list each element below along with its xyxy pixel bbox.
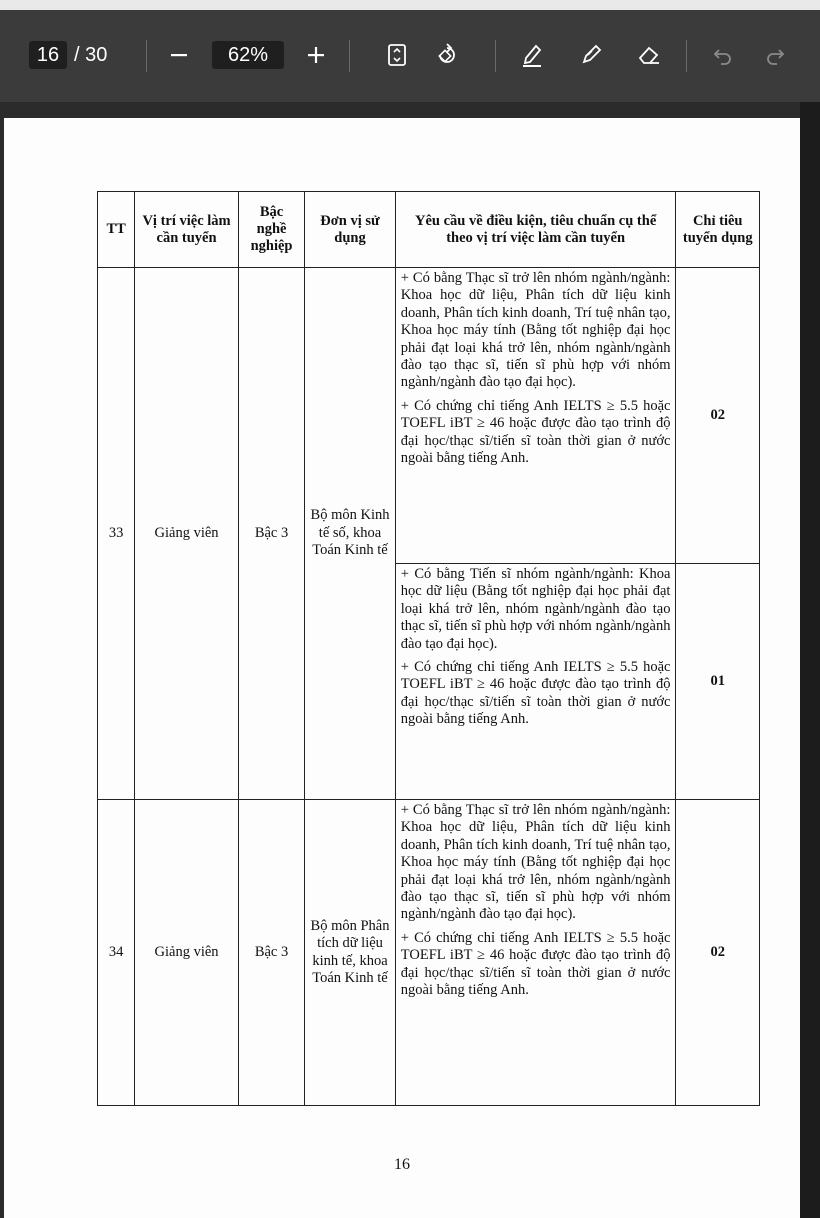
minus-icon bbox=[169, 45, 189, 65]
recruitment-table bbox=[97, 191, 760, 1106]
header-level: Bậc nghề nghiệp bbox=[238, 192, 304, 268]
cell-unit: Bộ môn Phân tích dữ liệu kinh tế, khoa Toán Kinh tế bbox=[305, 800, 396, 1106]
table-row bbox=[98, 800, 760, 1106]
undo-button[interactable] bbox=[706, 38, 740, 72]
highlight-icon bbox=[520, 42, 544, 68]
document-viewport[interactable] bbox=[0, 102, 820, 1218]
redo-button[interactable] bbox=[758, 38, 792, 72]
draw-button[interactable] bbox=[574, 38, 608, 72]
requirement-degree: + Có bằng Thạc sĩ trở lên nhóm ngành/ngành: Khoa học dữ liệu, Phân tích dữ liệu kinh doanh, Phân tích kinh doanh, Trí tuệ nhân tạo, Khoa học máy tính (Bằng tốt nghiệp đại học phải đạt loại khá trở lên, nhóm ngành/ngành đào tạo thạc sĩ, tiến sĩ phù hợp với nhóm ngành/ngành đào tạo đại học). bbox=[400, 270, 671, 391]
pdf-page bbox=[4, 118, 800, 1218]
header-quota: Chỉ tiêu tuyển dụng bbox=[676, 192, 760, 268]
toolbar-divider bbox=[686, 40, 687, 72]
cell-quota: 02 bbox=[676, 268, 760, 564]
scrollbar-track[interactable] bbox=[800, 102, 820, 1218]
toolbar-divider bbox=[146, 40, 147, 72]
rotate-button[interactable] bbox=[430, 38, 464, 72]
header-position: Vị trí việc làm cần tuyển bbox=[135, 192, 239, 268]
cell-quota: 01 bbox=[676, 564, 760, 800]
cell-level: Bậc 3 bbox=[238, 800, 304, 1106]
window-top-strip bbox=[0, 0, 820, 10]
redo-icon bbox=[764, 44, 786, 66]
toolbar-divider bbox=[495, 40, 496, 72]
cell-tt: 33 bbox=[98, 268, 135, 800]
cell-requirements bbox=[395, 800, 676, 1106]
requirement-degree: + Có bằng Thạc sĩ trở lên nhóm ngành/ngành: Khoa học dữ liệu, Phân tích dữ liệu kinh doanh, Phân tích kinh doanh, Trí tuệ nhân tạo, Khoa học máy tính (Bằng tốt nghiệp đại học phải đạt loại khá trở lên, nhóm ngành/ngành đào tạo thạc sĩ, tiến sĩ phù hợp với nhóm ngành/ngành đào tạo đại học). bbox=[400, 802, 671, 923]
page-number-input[interactable]: 16 bbox=[29, 41, 67, 69]
cell-level: Bậc 3 bbox=[238, 268, 304, 800]
zoom-level-input[interactable]: 62% bbox=[212, 41, 284, 69]
cell-quota: 02 bbox=[676, 800, 760, 1106]
erase-button[interactable] bbox=[632, 38, 666, 72]
table-row bbox=[98, 268, 760, 564]
zoom-out-button[interactable] bbox=[162, 38, 196, 72]
requirement-english: + Có chứng chỉ tiếng Anh IELTS ≥ 5.5 hoặc TOEFL iBT ≥ 46 hoặc được đào tạo trình độ đại học/thạc sĩ/tiến sĩ toàn thời gian ở nước ngoài bằng tiếng Anh. bbox=[400, 397, 671, 466]
plus-icon bbox=[306, 45, 326, 65]
draw-icon bbox=[579, 43, 603, 67]
undo-icon bbox=[712, 44, 734, 66]
header-tt: TT bbox=[98, 192, 135, 268]
cell-position: Giảng viên bbox=[135, 800, 239, 1106]
header-requirements: Yêu cầu về điều kiện, tiêu chuẩn cụ thể theo vị trí việc làm cần tuyển bbox=[395, 192, 676, 268]
rotate-icon bbox=[434, 42, 460, 68]
fit-page-icon bbox=[386, 43, 408, 67]
zoom-in-button[interactable] bbox=[299, 38, 333, 72]
cell-requirements bbox=[395, 268, 676, 564]
cell-position: Giảng viên bbox=[135, 268, 239, 800]
cell-unit: Bộ môn Kinh tế số, khoa Toán Kinh tế bbox=[305, 268, 396, 800]
cell-tt: 34 bbox=[98, 800, 135, 1106]
header-unit: Đơn vị sử dụng bbox=[305, 192, 396, 268]
fit-page-button[interactable] bbox=[380, 38, 414, 72]
page-total-label: / 30 bbox=[74, 44, 108, 66]
highlight-button[interactable] bbox=[515, 38, 549, 72]
page-footer-number: 16 bbox=[394, 1156, 410, 1173]
requirement-degree: + Có bằng Tiến sĩ nhóm ngành/ngành: Khoa học dữ liệu (Bằng tốt nghiệp đại học phải đạt loại khá trở lên, nhóm ngành/ngành đào tạo thạc sĩ, tiến sĩ phù hợp với nhóm ngành/ngành đào tạo đại học). bbox=[400, 566, 671, 652]
toolbar-divider bbox=[349, 40, 350, 72]
table-header-row bbox=[98, 192, 760, 268]
erase-icon bbox=[636, 43, 662, 67]
requirement-english: + Có chứng chỉ tiếng Anh IELTS ≥ 5.5 hoặc TOEFL iBT ≥ 46 hoặc được đào tạo trình độ đại học/thạc sĩ/tiến sĩ toàn thời gian ở nước ngoài bằng tiếng Anh. bbox=[400, 658, 671, 728]
cell-requirements bbox=[395, 564, 676, 800]
pdf-toolbar bbox=[0, 10, 820, 102]
requirement-english: + Có chứng chỉ tiếng Anh IELTS ≥ 5.5 hoặc TOEFL iBT ≥ 46 hoặc được đào tạo trình độ đại học/thạc sĩ/tiến sĩ toàn thời gian ở nước ngoài bằng tiếng Anh. bbox=[400, 929, 671, 998]
